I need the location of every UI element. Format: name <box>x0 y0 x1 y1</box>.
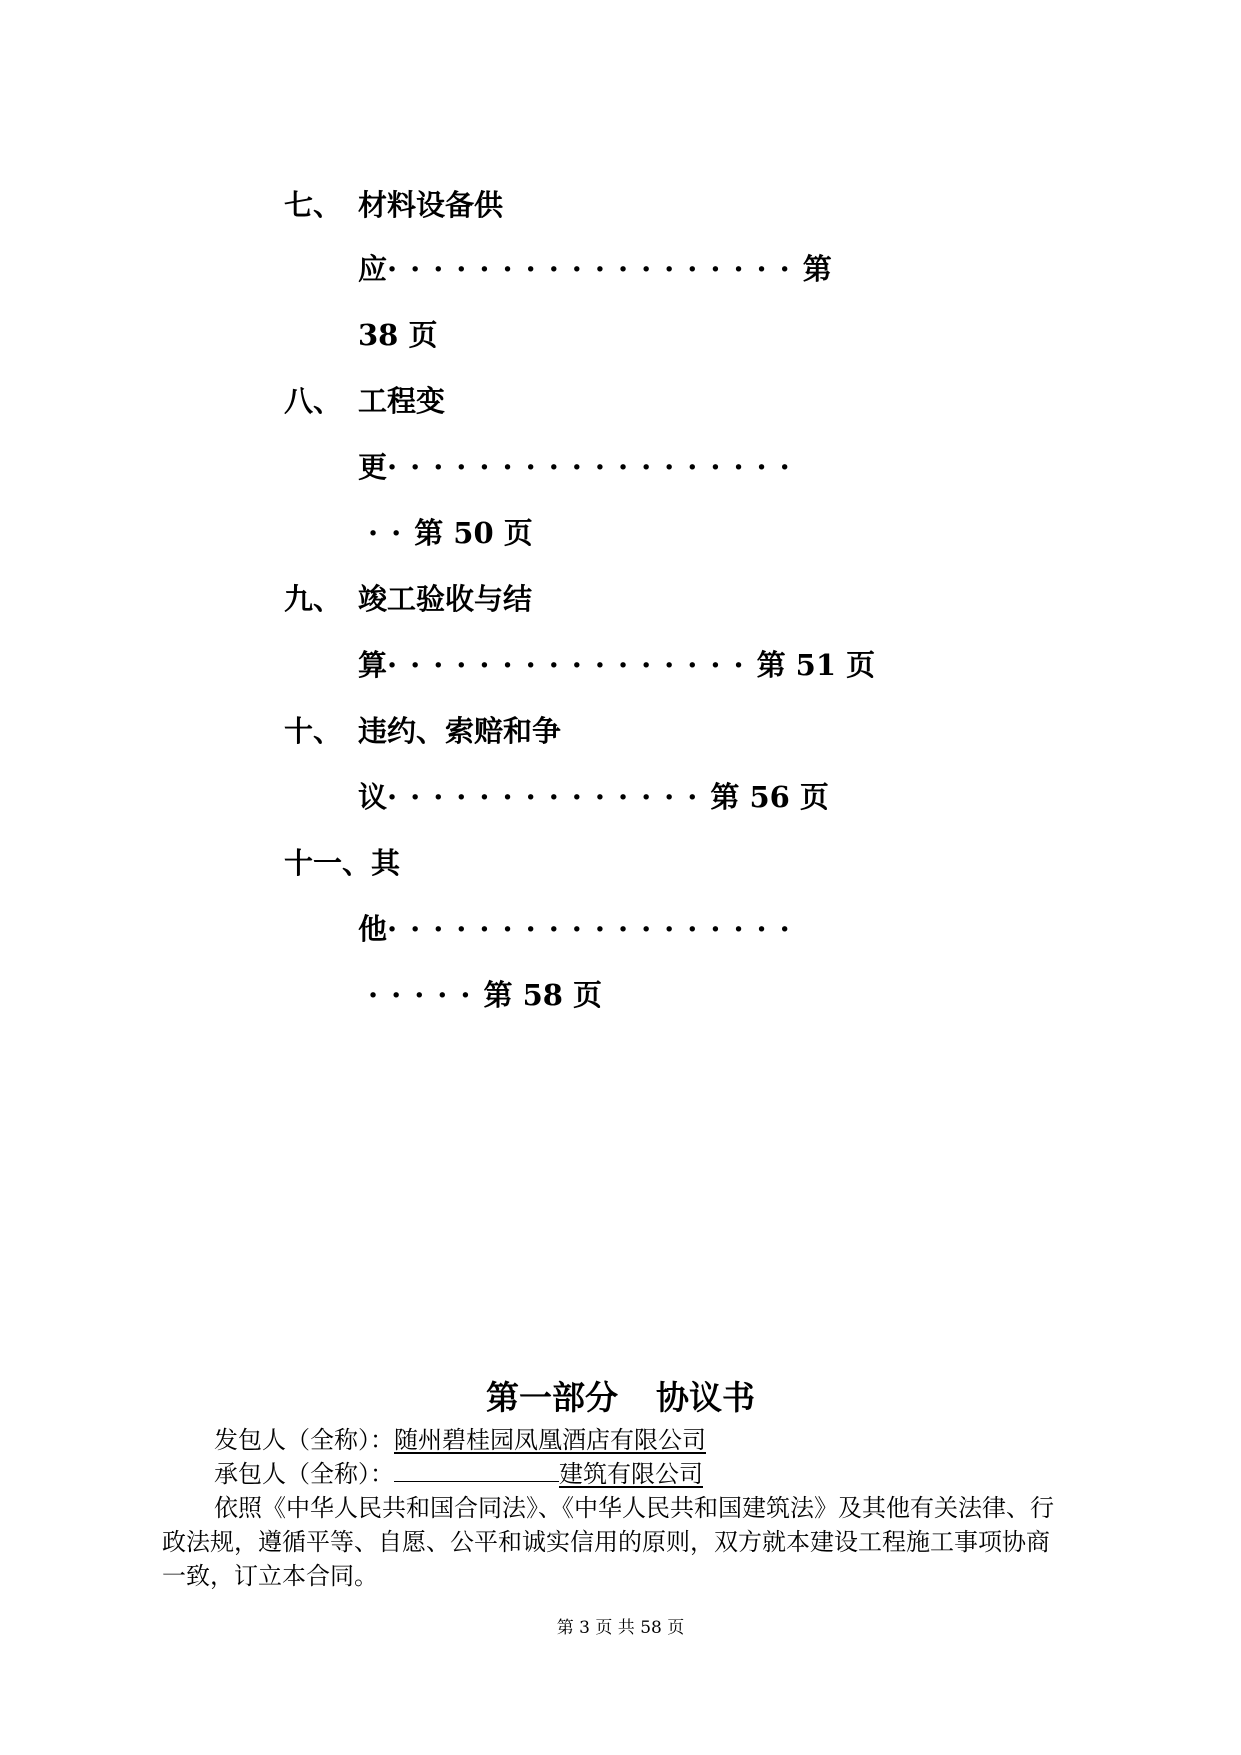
toc-entry-8-title <box>284 384 445 418</box>
toc-title-end: 更 <box>358 450 388 484</box>
toc-dot-leader: ·············· <box>387 780 711 814</box>
toc-title: 违约、索赔和争 <box>358 714 562 748</box>
toc-entry-8-leader <box>358 450 803 484</box>
toc-dot-leader: ·················· <box>387 450 803 484</box>
toc-number: 八、 <box>284 384 343 418</box>
toc-dot-leader: ·· <box>368 516 415 550</box>
toc-title-end: 他 <box>358 912 388 946</box>
toc-entry-8-page <box>368 516 533 550</box>
contractor-name: 建筑有限公司 <box>559 1460 703 1488</box>
contractor-blank <box>394 1459 559 1482</box>
page-footer: 第 3 页 共 58 页 <box>556 1618 685 1638</box>
paragraph-line-3: 一致，订立本合同。 <box>162 1562 378 1590</box>
paragraph-line-1: 依照《中华人民共和国合同法》、《中华人民共和国建筑法》及其他有关法律、行 <box>214 1494 1054 1522</box>
toc-page-ref: 38 页 <box>358 318 438 352</box>
contractor-line <box>214 1459 703 1489</box>
toc-title-end: 议 <box>358 780 388 814</box>
toc-entry-10-leader <box>358 780 829 814</box>
employer-label: 发包人（全称）： <box>214 1426 394 1454</box>
toc-number: 七、 <box>284 188 343 222</box>
toc-title-end: 应 <box>358 252 388 286</box>
toc-entry-10-title <box>284 714 561 748</box>
toc-title: 竣工验收与结 <box>358 582 533 616</box>
toc-entry-11-page <box>368 978 602 1012</box>
toc-number: 十、 <box>284 714 343 748</box>
paragraph-line-2: 政法规，遵循平等、自愿、公平和诚实信用的原则，双方就本建设工程施工事项协商 <box>162 1528 1050 1556</box>
toc-entry-9-title <box>284 582 532 616</box>
toc-title-end: 算 <box>358 648 388 682</box>
employer-name: 随州碧桂园凤凰酒店有限公司 <box>394 1426 706 1454</box>
section-heading <box>0 1378 1241 1418</box>
toc-page-ref: 第 56 页 <box>710 780 829 814</box>
toc-page-ref: 第 58 页 <box>483 978 603 1012</box>
toc-dot-leader: ·················· <box>387 252 803 286</box>
toc-entry-7-title <box>284 188 503 222</box>
section-heading-part: 第一部分 <box>486 1378 618 1417</box>
toc-dot-leader: ·················· <box>387 912 803 946</box>
toc-page-ref: 第 51 页 <box>756 648 876 682</box>
employer-line <box>214 1425 706 1455</box>
toc-entry-11-title <box>284 846 400 880</box>
toc-title: 材料设备供 <box>358 188 504 222</box>
toc-entry-7-leader <box>358 252 832 286</box>
toc-dot-leader: ····· <box>368 978 484 1012</box>
toc-page-ref: 第 <box>802 252 832 286</box>
toc-page-ref: 第 50 页 <box>414 516 533 550</box>
toc-dot-leader: ················ <box>387 648 757 682</box>
toc-entry-11-leader <box>358 912 803 946</box>
toc-title: 工程变 <box>358 384 446 418</box>
toc-title: 其 <box>371 846 401 880</box>
contractor-label: 承包人（全称）： <box>214 1460 394 1488</box>
toc-number: 十一、 <box>284 846 372 880</box>
toc-entry-7-page <box>358 318 437 352</box>
toc-number: 九、 <box>284 582 343 616</box>
toc-entry-9-leader <box>358 648 875 682</box>
section-heading-title: 协议书 <box>656 1378 755 1417</box>
